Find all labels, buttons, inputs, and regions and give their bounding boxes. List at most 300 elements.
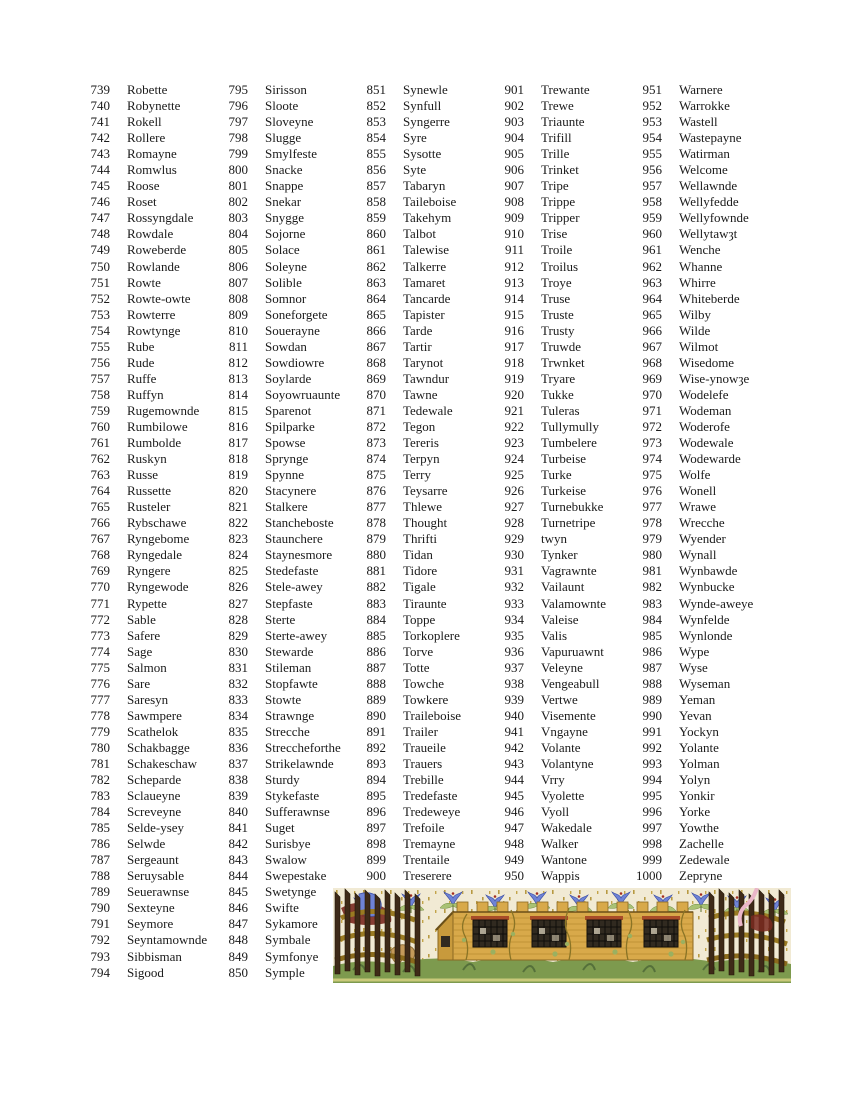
entry-name: Vapuruawnt — [541, 643, 604, 659]
entry-name: Wynbawde — [679, 563, 738, 579]
list-item — [494, 612, 606, 628]
list-item — [356, 275, 461, 291]
entry-number: 837 — [228, 755, 248, 771]
list-item — [80, 628, 207, 644]
entry-number: 992 — [642, 739, 662, 755]
entry-number: 942 — [504, 739, 524, 755]
entry-number: 904 — [504, 130, 524, 146]
entry-name: Symple — [265, 964, 305, 980]
list-item — [356, 756, 461, 772]
entry-number: 864 — [366, 290, 386, 306]
entry-name: Surisbye — [265, 836, 311, 852]
entry-number: 855 — [366, 146, 386, 162]
entry-number: 810 — [228, 322, 248, 338]
entry-name: Stopfawte — [265, 675, 318, 691]
entry-name: Schakeschaw — [127, 755, 198, 771]
list-item — [494, 162, 606, 178]
entry-name: Whanne — [679, 258, 723, 274]
entry-number: 833 — [228, 691, 248, 707]
entry-number: 936 — [504, 643, 524, 659]
entry-number: 914 — [504, 290, 524, 306]
entry-name: Sysotte — [403, 146, 442, 162]
entry-number: 989 — [642, 691, 662, 707]
entry-name: Vagrawnte — [541, 563, 597, 579]
entry-number: 779 — [90, 723, 110, 739]
entry-name: Rowtynge — [127, 322, 181, 338]
entry-name: Yockyn — [679, 723, 719, 739]
list-item — [218, 932, 341, 948]
entry-name: Talewise — [403, 242, 450, 258]
entry-number: 860 — [366, 226, 386, 242]
entry-name: Symfonye — [265, 948, 319, 964]
entry-name: Snygge — [265, 210, 304, 226]
entry-name: Troile — [541, 242, 573, 258]
entry-name: Warnere — [679, 82, 723, 97]
list-item — [494, 740, 606, 756]
list-item — [218, 178, 341, 194]
name-list-column-3 — [356, 82, 461, 884]
entry-name: Triaunte — [541, 114, 585, 130]
entry-number: 823 — [228, 531, 248, 547]
entry-number: 768 — [90, 547, 110, 563]
list-item — [494, 194, 606, 210]
entry-number: 957 — [642, 178, 662, 194]
list-item — [356, 467, 461, 483]
entry-number: 924 — [504, 451, 524, 467]
entry-name: Sloveyne — [265, 114, 314, 130]
entry-number: 767 — [90, 531, 110, 547]
entry-number: 909 — [504, 210, 524, 226]
entry-name: Wenche — [679, 242, 721, 258]
entry-name: Sawmpere — [127, 707, 182, 723]
entry-name: Zachelle — [679, 836, 724, 852]
entry-number: 759 — [90, 402, 110, 418]
entry-number: 741 — [90, 114, 110, 130]
list-item — [80, 130, 207, 146]
entry-number: 984 — [642, 611, 662, 627]
list-item — [632, 515, 753, 531]
list-item — [356, 499, 461, 515]
entry-name: Rypette — [127, 595, 167, 611]
entry-name: Wellyfownde — [679, 210, 749, 226]
entry-number: 995 — [642, 788, 662, 804]
entry-number: 806 — [228, 258, 248, 274]
entry-number: 780 — [90, 739, 110, 755]
name-list-column-4 — [494, 82, 606, 884]
list-item — [632, 259, 753, 275]
entry-number: 783 — [90, 788, 110, 804]
entry-number: 822 — [228, 515, 248, 531]
list-item — [632, 788, 753, 804]
list-item — [80, 259, 207, 275]
entry-number: 913 — [504, 274, 524, 290]
entry-number: 830 — [228, 643, 248, 659]
entry-number: 856 — [366, 162, 386, 178]
entry-number: 849 — [228, 948, 248, 964]
list-item — [632, 226, 753, 242]
list-item — [356, 451, 461, 467]
list-item — [494, 756, 606, 772]
entry-name: Vengeabull — [541, 675, 600, 691]
list-item — [80, 756, 207, 772]
entry-name: Syte — [403, 162, 427, 178]
list-item — [80, 371, 207, 387]
list-item — [632, 756, 753, 772]
entry-name: Selwde — [127, 836, 166, 852]
entry-name: Takehym — [403, 210, 452, 226]
entry-name: Wastell — [679, 114, 718, 130]
entry-name: Towkere — [403, 691, 449, 707]
entry-name: Truwde — [541, 338, 581, 354]
entry-number: 866 — [366, 322, 386, 338]
list-item — [356, 419, 461, 435]
entry-name: Vrry — [541, 772, 565, 788]
entry-number: 872 — [366, 418, 386, 434]
entry-name: Spynne — [265, 467, 304, 483]
entry-number: 828 — [228, 611, 248, 627]
entry-name: Solible — [265, 274, 302, 290]
list-item — [356, 644, 461, 660]
list-item — [632, 210, 753, 226]
entry-number: 765 — [90, 499, 110, 515]
list-item — [632, 692, 753, 708]
entry-name: Rumbolde — [127, 435, 182, 451]
entry-name: Sergeaunt — [127, 852, 179, 868]
list-item — [632, 724, 753, 740]
manuscript-illustration — [333, 888, 791, 983]
entry-name: Ryngewode — [127, 579, 189, 595]
entry-name: Ryngebome — [127, 531, 190, 547]
list-item — [80, 900, 207, 916]
entry-name: Tawne — [403, 386, 438, 402]
list-item — [218, 210, 341, 226]
list-item — [494, 579, 606, 595]
entry-name: Vertwe — [541, 691, 578, 707]
entry-number: 878 — [366, 515, 386, 531]
entry-name: Wrecche — [679, 515, 725, 531]
entry-number: 764 — [90, 483, 110, 499]
entry-number: 798 — [228, 130, 248, 146]
list-item — [494, 772, 606, 788]
entry-name: Vngayne — [541, 723, 588, 739]
list-item — [356, 515, 461, 531]
entry-number: 895 — [366, 788, 386, 804]
entry-name: Wappis — [541, 868, 580, 884]
entry-number: 959 — [642, 210, 662, 226]
list-item — [80, 162, 207, 178]
entry-name: Tullymully — [541, 418, 600, 434]
entry-name: Wyse — [679, 659, 708, 675]
entry-name: Troye — [541, 274, 572, 290]
entry-number: 861 — [366, 242, 386, 258]
list-item — [80, 836, 207, 852]
entry-number: 775 — [90, 659, 110, 675]
entry-number: 983 — [642, 595, 662, 611]
entry-number: 958 — [642, 194, 662, 210]
entry-number: 796 — [228, 98, 248, 114]
entry-name: Stepfaste — [265, 595, 313, 611]
entry-number: 944 — [504, 772, 524, 788]
list-item — [80, 820, 207, 836]
entry-number: 749 — [90, 242, 110, 258]
entry-name: Vyoll — [541, 804, 570, 820]
entry-number: 938 — [504, 675, 524, 691]
entry-name: Russette — [127, 483, 172, 499]
list-item — [80, 868, 207, 884]
entry-number: 778 — [90, 707, 110, 723]
entry-number: 941 — [504, 723, 524, 739]
entry-number: 802 — [228, 194, 248, 210]
entry-name: Yorke — [679, 804, 711, 820]
entry-name: Thrifti — [403, 531, 437, 547]
list-item — [356, 194, 461, 210]
entry-number: 912 — [504, 258, 524, 274]
entry-number: 986 — [642, 643, 662, 659]
list-item — [218, 403, 341, 419]
entry-number: 955 — [642, 146, 662, 162]
entry-number: 841 — [228, 820, 248, 836]
entry-name: Yeman — [679, 691, 716, 707]
entry-number: 998 — [642, 836, 662, 852]
entry-number: 853 — [366, 114, 386, 130]
entry-name: Sparenot — [265, 402, 312, 418]
list-item — [356, 82, 461, 98]
entry-name: Toppe — [403, 611, 436, 627]
entry-number: 825 — [228, 563, 248, 579]
entry-name: Somnor — [265, 290, 307, 306]
entry-number: 766 — [90, 515, 110, 531]
entry-number: 819 — [228, 467, 248, 483]
entry-number: 886 — [366, 643, 386, 659]
list-item — [632, 660, 753, 676]
entry-number: 919 — [504, 370, 524, 386]
list-item — [80, 531, 207, 547]
entry-name: Wodelefe — [679, 386, 729, 402]
entry-name: Trusty — [541, 322, 575, 338]
entry-number: 929 — [504, 531, 524, 547]
list-item — [494, 307, 606, 323]
entry-number: 950 — [504, 868, 524, 884]
list-item — [494, 98, 606, 114]
entry-number: 892 — [366, 739, 386, 755]
entry-name: Totte — [403, 659, 430, 675]
list-item — [218, 628, 341, 644]
entry-number: 964 — [642, 290, 662, 306]
list-item — [218, 852, 341, 868]
list-item — [80, 852, 207, 868]
entry-name: Romayne — [127, 146, 177, 162]
entry-number: 934 — [504, 611, 524, 627]
entry-number: 937 — [504, 659, 524, 675]
entry-name: Sturdy — [265, 772, 300, 788]
list-item — [632, 451, 753, 467]
entry-number: 812 — [228, 354, 248, 370]
entry-name: Traueile — [403, 739, 446, 755]
entry-number: 795 — [228, 82, 248, 97]
entry-name: Scheparde — [127, 772, 182, 788]
entry-name: Terpyn — [403, 451, 440, 467]
entry-name: Wodewarde — [679, 451, 741, 467]
list-item — [632, 291, 753, 307]
entry-number: 876 — [366, 483, 386, 499]
entry-name: Wantone — [541, 852, 587, 868]
list-item — [218, 884, 341, 900]
list-item — [80, 499, 207, 515]
list-item — [356, 868, 461, 884]
list-item — [80, 435, 207, 451]
entry-name: Seyntamownde — [127, 932, 208, 948]
entry-number: 816 — [228, 418, 248, 434]
entry-number: 922 — [504, 418, 524, 434]
entry-name: Trebille — [403, 772, 444, 788]
list-item — [494, 178, 606, 194]
entry-name: Sprynge — [265, 451, 309, 467]
list-item — [356, 355, 461, 371]
entry-number: 921 — [504, 402, 524, 418]
entry-number: 885 — [366, 627, 386, 643]
list-item — [218, 114, 341, 130]
list-item — [356, 676, 461, 692]
list-item — [494, 531, 606, 547]
list-item — [494, 868, 606, 884]
list-item — [80, 740, 207, 756]
entry-name: Volante — [541, 739, 581, 755]
entry-name: Trise — [541, 226, 568, 242]
entry-name: Wisedome — [679, 354, 735, 370]
entry-name: Schakbagge — [127, 739, 190, 755]
entry-name: Troilus — [541, 258, 579, 274]
entry-name: Sare — [127, 675, 151, 691]
list-item — [356, 242, 461, 258]
entry-name: Valis — [541, 627, 567, 643]
entry-name: Synewle — [403, 82, 448, 97]
list-item — [80, 114, 207, 130]
entry-number: 932 — [504, 579, 524, 595]
entry-number: 943 — [504, 755, 524, 771]
list-item — [218, 275, 341, 291]
list-item — [80, 291, 207, 307]
list-item — [632, 772, 753, 788]
entry-number: 763 — [90, 467, 110, 483]
list-item — [632, 419, 753, 435]
list-item — [218, 820, 341, 836]
entry-name: Swetynge — [265, 884, 317, 900]
entry-number: 969 — [642, 370, 662, 386]
list-item — [80, 387, 207, 403]
list-item — [632, 868, 753, 884]
entry-number: 815 — [228, 402, 248, 418]
entry-name: Tedewale — [403, 402, 453, 418]
entry-name: Stedefaste — [265, 563, 319, 579]
entry-number: 923 — [504, 435, 524, 451]
entry-number: 979 — [642, 531, 662, 547]
list-item — [494, 515, 606, 531]
entry-number: 842 — [228, 836, 248, 852]
list-item — [218, 868, 341, 884]
entry-name: Soylarde — [265, 370, 312, 386]
entry-number: 899 — [366, 852, 386, 868]
list-item — [632, 355, 753, 371]
entry-number: 906 — [504, 162, 524, 178]
list-item — [356, 692, 461, 708]
entry-name: Stacynere — [265, 483, 317, 499]
entry-name: Vyolette — [541, 788, 585, 804]
entry-name: Staunchere — [265, 531, 323, 547]
list-item — [494, 419, 606, 435]
list-item — [80, 676, 207, 692]
entry-number: 948 — [504, 836, 524, 852]
list-item — [80, 724, 207, 740]
entry-name: Turnebukke — [541, 499, 604, 515]
entry-number: 880 — [366, 547, 386, 563]
list-item — [494, 130, 606, 146]
list-item — [494, 146, 606, 162]
entry-number: 848 — [228, 932, 248, 948]
entry-number: 881 — [366, 563, 386, 579]
list-item — [494, 355, 606, 371]
entry-number: 970 — [642, 386, 662, 402]
entry-name: Stowte — [265, 691, 302, 707]
entry-number: 883 — [366, 595, 386, 611]
entry-number: 916 — [504, 322, 524, 338]
entry-number: 993 — [642, 755, 662, 771]
list-item — [632, 435, 753, 451]
entry-number: 877 — [366, 499, 386, 515]
entry-name: Taileboise — [403, 194, 457, 210]
list-item — [494, 339, 606, 355]
entry-name: Turkeise — [541, 483, 587, 499]
list-item — [494, 820, 606, 836]
entry-name: Wynde-aweye — [679, 595, 754, 611]
list-item — [80, 660, 207, 676]
list-item — [356, 772, 461, 788]
entry-name: Veleyne — [541, 659, 583, 675]
entry-number: 954 — [642, 130, 662, 146]
list-item — [494, 596, 606, 612]
entry-number: 805 — [228, 242, 248, 258]
entry-number: 879 — [366, 531, 386, 547]
entry-number: 844 — [228, 868, 248, 884]
entry-number: 786 — [90, 836, 110, 852]
entry-name: Wellyfedde — [679, 194, 739, 210]
entry-name: Trefoile — [403, 820, 445, 836]
entry-name: Rowdale — [127, 226, 174, 242]
entry-number: 843 — [228, 852, 248, 868]
entry-name: Rossyngdale — [127, 210, 194, 226]
entry-number: 927 — [504, 499, 524, 515]
list-item — [494, 692, 606, 708]
entry-number: 758 — [90, 386, 110, 402]
list-item — [632, 836, 753, 852]
list-item — [356, 339, 461, 355]
entry-number: 751 — [90, 274, 110, 290]
entry-number: 987 — [642, 659, 662, 675]
entry-name: Turnetripe — [541, 515, 596, 531]
entry-name: Wrawe — [679, 499, 717, 515]
list-item — [80, 804, 207, 820]
list-item — [632, 467, 753, 483]
entry-name: Streccheforthe — [265, 739, 341, 755]
entry-number: 785 — [90, 820, 110, 836]
entry-number: 991 — [642, 723, 662, 739]
entry-number: 951 — [642, 82, 662, 97]
entry-name: Vailaunt — [541, 579, 585, 595]
entry-name: Truste — [541, 306, 574, 322]
list-item — [632, 371, 753, 387]
list-item — [494, 451, 606, 467]
entry-number: 807 — [228, 274, 248, 290]
entry-number: 754 — [90, 322, 110, 338]
